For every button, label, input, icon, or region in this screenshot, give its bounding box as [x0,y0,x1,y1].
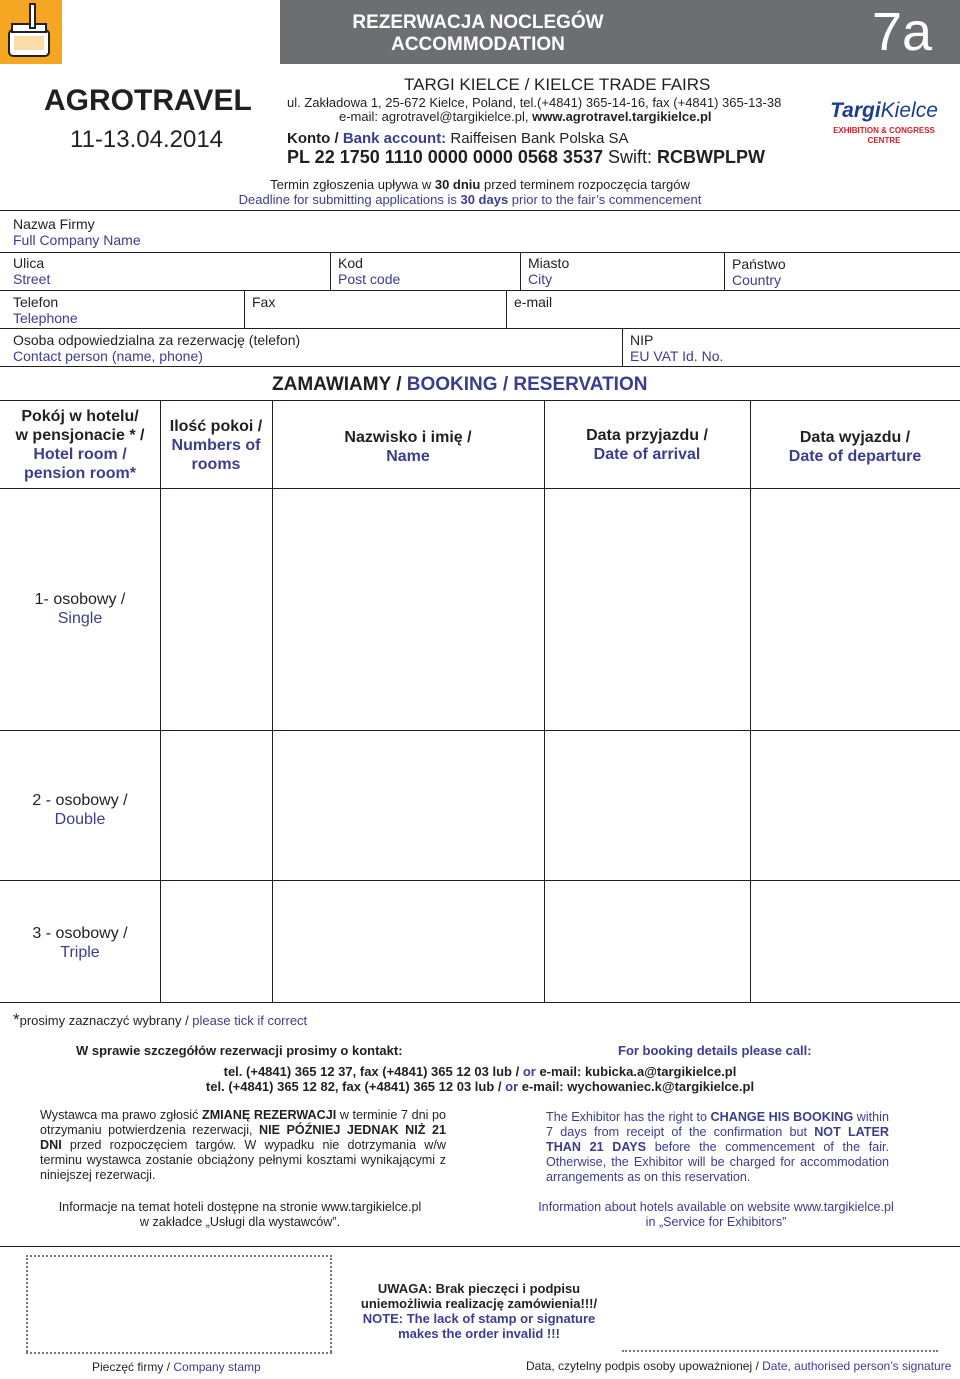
hotel-info-en: Information about hotels available on website www.targikielce.pl in „Service for Exhibitors” [538,1200,894,1229]
contact-heading-pl: W sprawie szczegółów rezerwacji prosimy o kontakt: [76,1043,403,1058]
jar-with-brush-icon [0,0,62,64]
form-title-en: ACCOMMODATION [391,34,565,55]
street-field[interactable]: Ulica Street [13,255,51,287]
vat-id-field[interactable]: NIP EU VAT Id. No. [630,332,724,364]
footnote: *prosimy zaznaczyć wybrany / please tick if correct [13,1010,308,1029]
terms-en: The Exhibitor has the right to CHANGE HIS BOOKING within 7 days from receipt of the confirmation but NOT LATER THAN 21 DAYS before the commencement of the fair. Otherwise, the Exhibitor will be charged for accommodation arrangements as on this reservation. [546,1110,889,1184]
col-room-type: Pokój w hotelu/ w pensjonacie * / Hotel room / pension room* [15,408,145,482]
stamp-label: Pieczęć firmy / Company stamp [92,1360,261,1374]
organizer-website[interactable]: www.agrotravel.targikielce.pl [532,109,712,124]
iban-swift: PL 22 1750 1110 0000 0000 0568 3537 Swift: RCBWPLPW [287,147,765,167]
country-field[interactable]: Państwo Country [732,256,786,288]
form-title-pl: REZERWACJA NOCLEGÓW [352,12,604,33]
col-departure: Data wyjazdu / Date of departure [788,429,922,465]
organizer-address: ul. Zakładowa 1, 25-672 Kielce, Poland, tel.(+4841) 365-14-16, fax (+4841) 365-13-38 [287,95,782,110]
agrotravel-logo [0,0,62,64]
contact-heading-en: For booking details please call: [618,1043,812,1058]
col-name: Nazwisko i imię / Name [344,429,472,465]
organizer-email: e-mail: agrotravel@targikielce.pl, [339,109,533,124]
iban: PL 22 1750 1110 0000 0000 0568 3537 [287,147,603,167]
email-field[interactable]: e-mail [514,294,553,310]
contact-line-1: tel. (+4841) 365 12 37, fax (+4841) 365 12 03 lub / or e-mail: kubicka.a@targikielce.pl [223,1064,737,1079]
booking-title: ZAMAWIAMY / BOOKING / RESERVATION [272,374,648,395]
contact-line-2: tel. (+4841) 365 12 82, fax (+4841) 365 12 03 lub / or e-mail: wychowaniec.k@targikielce.pl [205,1079,755,1094]
col-room-count: Ilość pokoi / Numbers of rooms [169,418,263,473]
signature-label: Data, czytelny podpis osoby upoważnionej / Date, authorised person’s signature [526,1359,952,1373]
terms-pl: Wystawca ma prawo zgłosić ZMIANĘ REZERWACJI w terminie 7 dni po otrzymaniu potwierdzenia rezerwacji, NIE PÓŹNIEJ JEDNAK NIŻ 21 DNI przed rozpoczęciem targów. W wypadku nie dotrzymania w/w terminu wystawca zostanie obciążony pełnymi kosztami wynikającymi z niniejszej rezerwacji. [40,1108,446,1182]
company-name-field[interactable]: Nazwa Firmy Full Company Name [13,216,141,248]
deadline-en: Deadline for submitting applications is 30 days prior to the fair’s commencement [238,192,702,207]
bank-account: Konto / Bank account: Raiffeisen Bank Polska SA [287,130,629,147]
fax-field[interactable]: Fax [252,294,276,310]
hotel-info-pl: Informacje na temat hoteli dostępne na stronie www.targikielce.pl w zakładce „Usługi dla wystawców”. [58,1200,422,1229]
signature-area[interactable] [622,1330,938,1352]
organizer-contact [339,109,712,124]
col-arrival: Data przyjazdu / Date of arrival [586,427,708,463]
row-single[interactable]: 1- osobowy / Single [34,591,126,627]
warning-note: UWAGA: Brak pieczęci i podpisu uniemożliwia realizację zamówienia!!!/ NOTE: The lack of stamp or signature makes the order invalid !!! [360,1281,598,1341]
organizer: TARGI KIELCE / KIELCE TRADE FAIRS [404,75,711,94]
form-number: 7a [872,2,933,62]
deadline-pl: Termin zgłoszenia upływa w 30 dniu przed terminem rozpoczęcia targów [270,177,690,192]
post-code-field[interactable]: Kod Post code [338,255,401,287]
company-stamp-area[interactable] [26,1255,332,1352]
form-title [280,12,676,56]
row-double[interactable]: 2 - osobowy / Double [32,792,128,828]
event-name: AGROTRAVEL [44,84,252,117]
swift-code: RCBWPLPW [657,147,765,167]
city-field[interactable]: Miasto City [528,255,570,287]
event-dates: 11-13.04.2014 [70,126,224,153]
row-triple[interactable]: 3 - osobowy / Triple [32,925,128,961]
telephone-field[interactable]: Telefon Telephone [13,294,78,326]
contact-person-field[interactable]: Osoba odpowiedzialna za rezerwację (telefon) Contact person (name, phone) [13,332,301,364]
targi-kielce-logo: TargiKielce EXHIBITION & CONGRESS CENTRE [830,99,938,145]
